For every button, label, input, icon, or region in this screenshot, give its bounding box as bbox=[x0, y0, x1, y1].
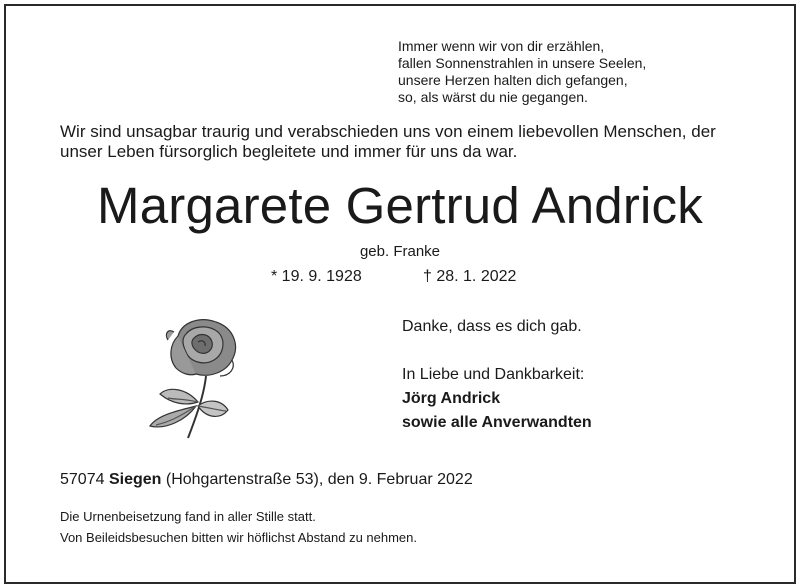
note-line: Von Beileidsbesuchen bitten wir höflichst Abstand zu nehmen. bbox=[60, 530, 418, 545]
intro-line: Wir sind unsagbar traurig und verabschieden uns von einem liebevollen Menschen, der bbox=[60, 122, 716, 141]
deceased-name: Margarete Gertrud Andrick bbox=[97, 177, 703, 234]
signoff-name: Jörg Andrick bbox=[402, 390, 501, 407]
poem-line: Immer wenn wir von dir erzählen, bbox=[398, 38, 605, 54]
birth-name: geb. Franke bbox=[359, 243, 441, 260]
notes bbox=[60, 506, 417, 548]
city: Siegen bbox=[108, 471, 162, 488]
poem-line: so, als wärst du nie gegangen. bbox=[398, 89, 588, 105]
rose-icon bbox=[138, 314, 250, 440]
death-date: † 28. 1. 2022 bbox=[423, 268, 517, 285]
birth-date: * 19. 9. 1928 bbox=[271, 268, 362, 285]
thanks-text: Danke, dass es dich gab. bbox=[402, 318, 582, 335]
poem-line: fallen Sonnenstrahlen in unsere Seelen, bbox=[398, 55, 647, 71]
poem bbox=[398, 38, 646, 106]
signoff-intro: In Liebe und Dankbarkeit: bbox=[402, 366, 585, 383]
address-rest: (Hohgartenstraße 53), den 9. Februar 2022 bbox=[165, 471, 473, 488]
intro-line: unser Leben fürsorglich begleitete und immer für uns da war. bbox=[60, 142, 518, 161]
signoff bbox=[402, 363, 592, 435]
signoff-relatives: sowie alle Anverwandten bbox=[402, 414, 592, 431]
address-line bbox=[60, 471, 473, 489]
note-line: Die Urnenbeisetzung fand in aller Stille statt. bbox=[60, 509, 316, 524]
postcode: 57074 bbox=[60, 471, 105, 488]
poem-line: unsere Herzen halten dich gefangen, bbox=[398, 72, 628, 88]
intro-text bbox=[60, 122, 760, 162]
